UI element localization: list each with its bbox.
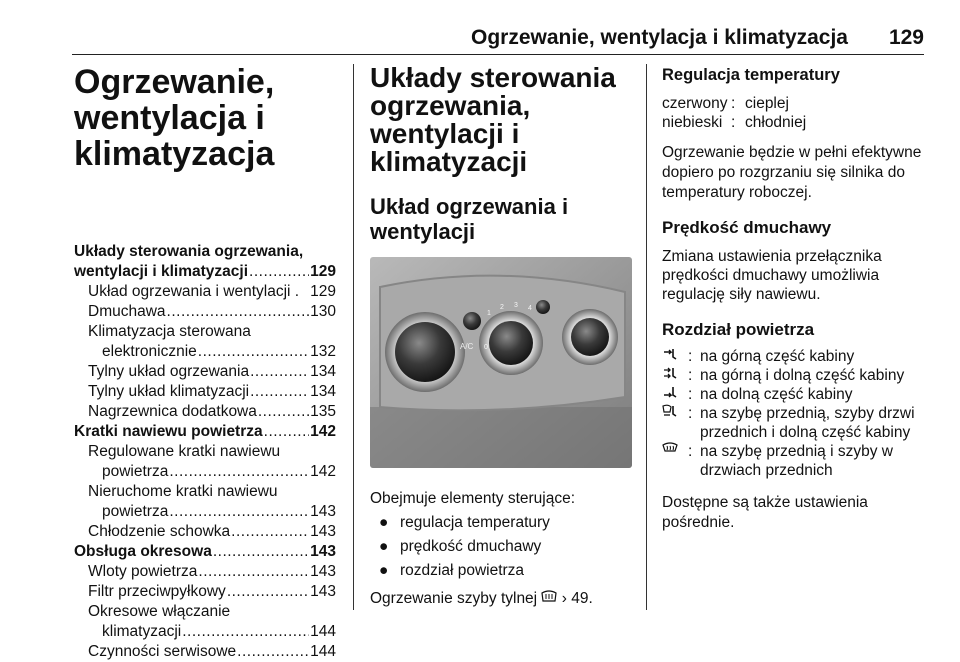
legend-value: cieplej <box>745 95 789 112</box>
list-item <box>370 535 632 559</box>
section-title-line: klimatyzacji <box>370 146 528 177</box>
toc-page: 130 <box>310 303 336 320</box>
list-item <box>370 559 632 583</box>
toc-page: 143 <box>310 563 336 580</box>
heater-panel-illustration <box>370 257 632 468</box>
toc-item-label: powietrza <box>102 463 169 480</box>
toc-item[interactable] <box>74 602 336 642</box>
fan-knob <box>489 321 533 365</box>
toc-item-label: Tylny układ klimatyzacji <box>88 383 250 400</box>
toc-item-label-line: Nieruchome kratki nawiewu <box>88 483 278 500</box>
legend-separator: : <box>688 405 693 422</box>
temperature-heading: Regulacja temperatury <box>662 66 840 84</box>
legend-value: chłodniej <box>745 114 807 131</box>
legend-line: na szybę przednią i szyby w <box>700 443 893 460</box>
ac-label: A/C <box>460 342 474 351</box>
toc-item[interactable] <box>74 442 336 482</box>
windscreen-lower-icon <box>662 404 688 442</box>
note-line: Ogrzewanie będzie w pełni efektywne <box>662 144 922 161</box>
bullet-icon: ● <box>379 562 389 579</box>
chapter-title-line: Ogrzewanie, <box>74 63 275 101</box>
bullet-icon: ● <box>379 538 389 555</box>
toc-item[interactable] <box>74 362 336 382</box>
toc-item-label: elektronicznie <box>102 343 197 360</box>
distribution-knob <box>571 318 609 356</box>
page-reference-icon: › <box>561 590 567 607</box>
legend-key: czerwony <box>662 95 728 112</box>
toc-item[interactable] <box>74 402 336 422</box>
toc-page: 129 <box>310 263 336 280</box>
legend-separator: : <box>688 386 693 403</box>
upper-lower-vent-icon <box>662 366 688 385</box>
page-reference[interactable]: 49. <box>571 590 593 607</box>
toc-item-label-line: Regulowane kratki nawiewu <box>88 443 281 460</box>
details-column <box>662 64 934 533</box>
toc-item-label: Nagrzewnica dodatkowa <box>88 403 257 420</box>
toc-item-label-line: Klimatyzacja sterowana <box>88 323 251 340</box>
legend-value: na dolną część kabiny <box>700 386 853 403</box>
toc-leader <box>213 542 309 562</box>
toc-main-label-line: Układy sterowania ogrzewania, <box>74 243 304 260</box>
temperature-knob <box>395 322 455 382</box>
toc-item[interactable] <box>74 642 336 662</box>
toc-page: 129 <box>310 283 336 300</box>
chapter-column <box>74 64 336 662</box>
header-rule <box>72 54 924 55</box>
legend-separator: : <box>688 443 693 460</box>
toc-item-label: klimatyzacji <box>102 623 182 640</box>
toc-item[interactable] <box>74 582 336 602</box>
toc-item[interactable] <box>74 382 336 402</box>
toc-main-label: Obsługa okresowa <box>74 543 212 560</box>
toc-item-label: Chłodzenie schowka <box>88 523 231 540</box>
chapter-title <box>74 64 336 172</box>
subsection-title-line: wentylacji <box>370 219 476 244</box>
subsection-title <box>370 194 632 244</box>
toc-page: 144 <box>310 643 336 660</box>
heater-controls-photo <box>370 257 632 468</box>
legend-value: na górną część kabiny <box>700 348 855 365</box>
legend-separator: : <box>731 95 736 112</box>
windscreen-defrost-icon <box>662 442 688 480</box>
legend-value <box>700 404 934 442</box>
intermediate-settings-text <box>662 493 934 533</box>
toc-page: 143 <box>310 583 336 600</box>
toc-leader <box>198 562 309 582</box>
upper-vent-icon <box>662 347 688 366</box>
toc-main-entry[interactable] <box>74 422 336 442</box>
temperature-legend <box>662 94 934 132</box>
text-line: Zmiana ustawienia przełącznika <box>662 248 882 265</box>
legend-separator: : <box>688 367 693 384</box>
subsection-title-line: Układ ogrzewania i <box>370 194 569 219</box>
toc-leader <box>249 262 309 282</box>
toc-leader <box>258 402 309 422</box>
fan-speed-label: 3 <box>514 302 518 309</box>
text-line: pośrednie. <box>662 514 735 531</box>
toc-page: 143 <box>310 523 336 540</box>
distribution-legend <box>662 347 934 480</box>
toc-item-label: Filtr przeciwpyłkowy <box>88 583 226 600</box>
legend-key: niebieski <box>662 114 723 131</box>
rear-heating-text <box>370 588 632 609</box>
rear-heating-label: Ogrzewanie szyby tylnej <box>370 590 538 607</box>
toc-item[interactable] <box>74 522 336 542</box>
legend-line: przednich i dolną część kabiny <box>700 424 911 441</box>
chapter-title-line: klimatyzacja <box>74 135 275 173</box>
page-header <box>0 26 960 52</box>
toc-item[interactable] <box>74 482 336 522</box>
fan-speed-label: 4 <box>528 305 532 312</box>
toc-item-label-line: Okresowe włączanie <box>88 603 231 620</box>
toc-item-label: Wloty powietrza <box>88 563 198 580</box>
toc-leader <box>182 622 309 642</box>
legend-separator: : <box>688 348 693 365</box>
toc-item-label: Układ ogrzewania i wentylacji . <box>88 283 300 300</box>
toc-leader <box>169 462 309 482</box>
bullet-icon: ● <box>379 514 389 531</box>
toc-item-label: Dmuchawa <box>88 303 166 320</box>
legend-value <box>700 442 934 480</box>
column-divider-1 <box>353 64 354 610</box>
toc-item[interactable] <box>74 282 336 302</box>
section-title-line: Układy sterowania <box>370 62 616 93</box>
list-item <box>370 511 632 535</box>
toc-page: 143 <box>310 543 336 560</box>
toc-page: 142 <box>310 423 336 440</box>
toc-page: 142 <box>310 463 336 480</box>
section-title-line: ogrzewania, wentylacji i <box>370 90 531 149</box>
toc-page: 134 <box>310 383 336 400</box>
toc-main-entry[interactable] <box>74 542 336 562</box>
toc-leader <box>167 302 310 322</box>
toc-leader <box>250 362 309 382</box>
toc-main-entry[interactable] <box>74 242 336 282</box>
toc-main-label: wentylacji i klimatyzacji <box>74 263 249 280</box>
distribution-heading: Rozdział powietrza <box>662 320 815 339</box>
toc-leader <box>231 522 309 542</box>
toc-main-label: Kratki nawiewu powietrza <box>74 423 263 440</box>
fan-off-label: 0 <box>484 344 488 351</box>
fan-heading: Prędkość dmuchawy <box>662 218 832 237</box>
toc-item-label: Czynności serwisowe <box>88 643 237 660</box>
list-item-text: rozdział powietrza <box>400 562 525 579</box>
toc-page: 132 <box>310 343 336 360</box>
toc-item[interactable] <box>74 322 336 362</box>
controls-list <box>370 511 632 583</box>
list-item-text: regulacja temperatury <box>400 514 550 531</box>
toc-item-label: powietrza <box>102 503 169 520</box>
fan-text <box>662 247 934 304</box>
toc-leader <box>227 582 309 602</box>
rear-window-heating-icon <box>541 589 557 603</box>
toc-page: 134 <box>310 363 336 380</box>
section-column <box>370 64 632 609</box>
toc-leader <box>250 382 309 402</box>
toc-leader <box>169 502 309 522</box>
recirculation-button <box>536 300 550 314</box>
text-line: prędkości dmuchawy umożliwia <box>662 267 880 284</box>
legend-value: na górną i dolną część kabiny <box>700 367 905 384</box>
temperature-note <box>662 143 934 203</box>
list-item-text: prędkość dmuchawy <box>400 538 542 555</box>
toc-item-label: Tylny układ ogrzewania <box>88 363 250 380</box>
toc-item[interactable] <box>74 562 336 582</box>
chapter-title-line: wentylacja i <box>74 99 265 137</box>
table-of-contents <box>74 242 336 662</box>
column-divider-2 <box>646 64 647 610</box>
legend-line: drzwiach przednich <box>700 462 833 479</box>
legend-separator: : <box>731 114 736 131</box>
fan-speed-label: 1 <box>487 310 491 317</box>
toc-page: 143 <box>310 503 336 520</box>
ac-button <box>463 312 481 330</box>
toc-page: 135 <box>310 403 336 420</box>
note-line: temperatury roboczej. <box>662 184 812 201</box>
page-number: 129 <box>888 26 924 49</box>
toc-leader <box>264 422 309 442</box>
toc-leader <box>198 342 309 362</box>
fan-speed-label: 2 <box>500 304 504 311</box>
toc-leader <box>237 642 309 662</box>
legend-line: na szybę przednią, szyby drzwi <box>700 405 915 422</box>
header-title: Ogrzewanie, wentylacja i klimatyzacja <box>470 26 848 49</box>
text-line: regulację siły nawiewu. <box>662 286 821 303</box>
toc-page: 144 <box>310 623 336 640</box>
intro-text: Obejmuje elementy sterujące: <box>370 490 576 507</box>
lower-vent-icon <box>662 385 688 404</box>
note-line: dopiero po rozgrzaniu się silnika do <box>662 164 905 181</box>
text-line: Dostępne są także ustawienia <box>662 494 868 511</box>
toc-item[interactable] <box>74 302 336 322</box>
section-title <box>370 64 632 176</box>
